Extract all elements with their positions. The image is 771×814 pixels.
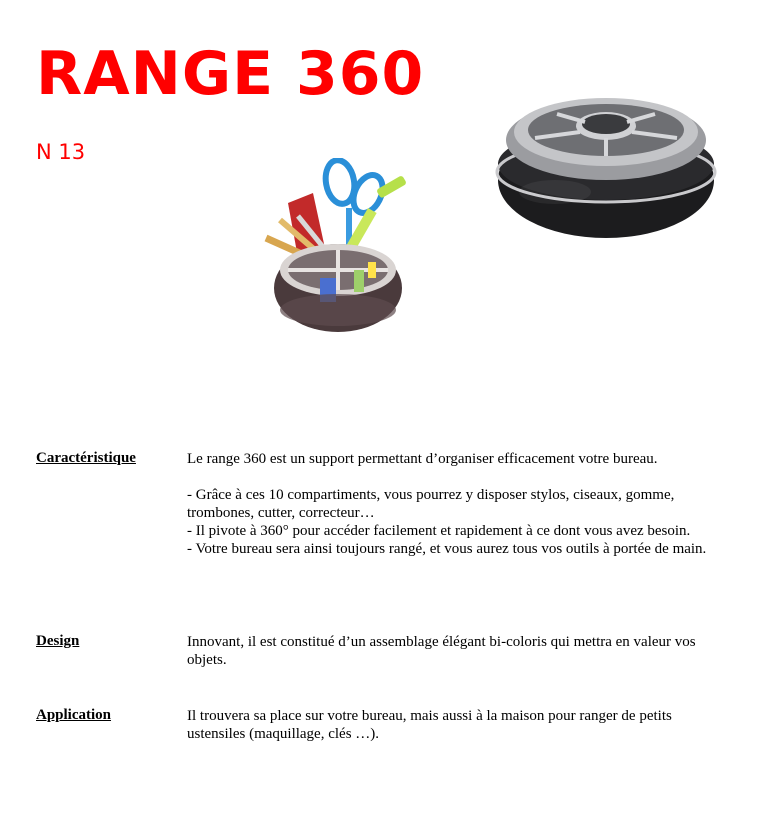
application-text: Il trouvera sa place sur votre bureau, mais aussi à la maison pour ranger de petits ustensiles (maquillage, clés …). [187, 708, 672, 742]
section-content [187, 707, 717, 743]
section-label: Design [36, 633, 80, 649]
bullet-item: - Il pivote à 360° pour accéder facilement et rapidement à ce dont vous avez besoin. [187, 523, 691, 539]
intro-text: Le range 360 est un support permettant d’organiser efficacement votre bureau. [187, 451, 658, 467]
section-content [187, 450, 717, 558]
empty-organizer-image [495, 80, 717, 238]
product-title: RANGE 360 [36, 39, 425, 109]
design-text: Innovant, il est constitué d’un assemblage élégant bi-coloris qui mettra en valeur vos objets. [187, 634, 696, 668]
bullet-item: - Votre bureau sera ainsi toujours rangé, et vous aurez tous vos outils à portée de main. [187, 541, 707, 557]
section-content [187, 633, 717, 669]
bullet-item: - Grâce à ces 10 compartiments, vous pourrez y disposer stylos, ciseaux, gomme, trombones, cutter, correcteur… [187, 487, 675, 521]
section-label: Caractéristique [36, 450, 136, 466]
section-label: Application [36, 707, 112, 723]
filled-organizer-image [258, 158, 418, 334]
product-code: N 13 [36, 140, 86, 164]
